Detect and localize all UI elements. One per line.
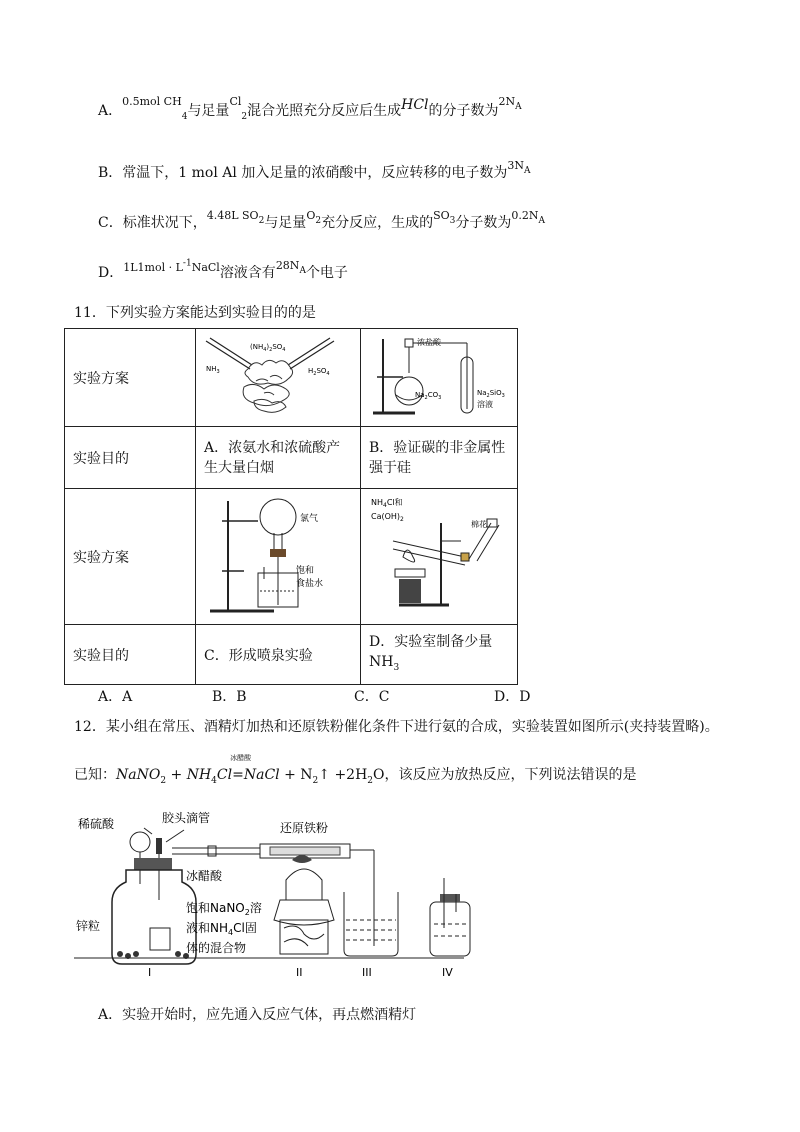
svg-text:冰醋酸: 冰醋酸	[186, 869, 223, 883]
q12-stem: 12．某小组在常压、酒精灯加热和还原铁粉催化条件下进行氨的合成，实验装置如图所示(夹持装置略)。	[74, 719, 719, 735]
svg-text:棉花: 棉花	[471, 519, 487, 529]
purpose-b: B．验证碳的非金属性强于硅	[361, 427, 518, 489]
purpose-d: D．实验室制备少量$NH_3$	[361, 625, 518, 685]
q11-choice-b: B．B	[212, 689, 247, 705]
ammonia-acid-smoke-figure	[204, 333, 339, 419]
table-row	[65, 489, 518, 625]
q11-choice-c: C．C	[354, 689, 390, 705]
svg-text:III: III	[362, 966, 372, 979]
q10-option-d: D．$1L1mol \cdot L^{-1}NaCl$溶液含有$28N_A$个电子	[98, 258, 348, 281]
svg-text:溶液: 溶液	[477, 399, 493, 409]
purpose-a: A．浓氨水和浓硫酸产生大量白烟	[196, 427, 361, 489]
q11-stem: 11．下列实验方案能达到实验目的的是	[74, 305, 316, 321]
table-row	[65, 625, 518, 685]
svg-text:胶头滴管: 胶头滴管	[162, 811, 211, 825]
figure-a-cell	[196, 329, 361, 427]
svg-text:Na2SiO3: $Na_2SiO_3$	[477, 388, 505, 399]
svg-text:氯气: 氯气	[300, 513, 319, 524]
q10-option-c: C．标准状况下，4.48L $SO_2$与足量$O_2$充分反应，生成的$SO_3$分子数为$0.2N_A$	[98, 209, 545, 231]
q11-choice-d: D．D	[494, 689, 531, 705]
carbon-silicon-apparatus-figure	[369, 333, 509, 419]
row-label-plan-2: 实验方案	[65, 489, 196, 625]
svg-text:还原铁粉: 还原铁粉	[280, 821, 329, 835]
row-label-plan-1: 实验方案	[65, 329, 196, 427]
svg-text:(NH4)2SO4: $(NH_4)_2SO_4$	[250, 342, 286, 353]
svg-text:液和NH4Cl固: 液和$NH_4Cl$固	[186, 921, 257, 937]
q12-option-a: A．实验开始时，应先通入反应气体，再点燃酒精灯	[98, 1007, 417, 1023]
q11-choice-a: A．A	[98, 689, 133, 705]
svg-text:食盐水: 食盐水	[296, 578, 324, 589]
purpose-c: C．形成喷泉实验	[196, 625, 361, 685]
svg-text:饱和NaNO2溶: 饱和NaNO$_2$溶	[186, 901, 262, 917]
svg-text:锌粒: 锌粒	[76, 919, 101, 933]
figure-c-cell	[196, 489, 361, 625]
svg-text:II: II	[296, 966, 303, 979]
svg-text:浓盐酸: 浓盐酸	[417, 337, 441, 347]
q10-option-a: A．$^{0.5mol CH}_4$与足量$^{Cl}_2$混合光照充分反应后生成HCl的分子数为$2N_A$	[98, 95, 522, 122]
experiment-table	[64, 328, 518, 685]
ammonia-synthesis-apparatus	[74, 808, 494, 980]
svg-text:饱和: 饱和	[296, 565, 315, 576]
svg-text:I: I	[148, 966, 152, 979]
q10-option-b: B．常温下，1 mol Al 加入足量的浓硝酸中，反应转移的电子数为$3N_A$	[98, 159, 531, 181]
figure-b-cell	[361, 329, 518, 427]
svg-text:Na2CO3: $Na_2CO_3$	[415, 390, 442, 401]
svg-text:Ca(OH)2: $Ca(OH)_2$	[371, 511, 404, 523]
svg-text:H2SO4: $H_2SO_4$	[308, 366, 330, 377]
ammonia-preparation-figure	[369, 493, 509, 617]
svg-text:IV: IV	[442, 966, 453, 979]
row-label-purpose-1: 实验目的	[65, 427, 196, 489]
equation-condition: 冰醋酸	[230, 754, 252, 762]
table-row	[65, 329, 518, 427]
figure-d-cell	[361, 489, 518, 625]
fountain-experiment-figure	[204, 493, 339, 617]
q12-known-line: 已知：NaNO$_2$ + $NH_4Cl$ 冰醋酸 =NaCl + $N_2↑ +2H_2O$，该反应为放热反应，下列说法错误的是	[74, 754, 637, 786]
svg-text:NH4Cl和: $NH_4Cl$和	[371, 497, 403, 509]
svg-text:NH3: $NH_3$	[206, 364, 220, 375]
table-row	[65, 427, 518, 489]
svg-text:稀硫酸: 稀硫酸	[78, 817, 115, 831]
row-label-purpose-2: 实验目的	[65, 625, 196, 685]
svg-text:体的混合物: 体的混合物	[186, 941, 247, 955]
